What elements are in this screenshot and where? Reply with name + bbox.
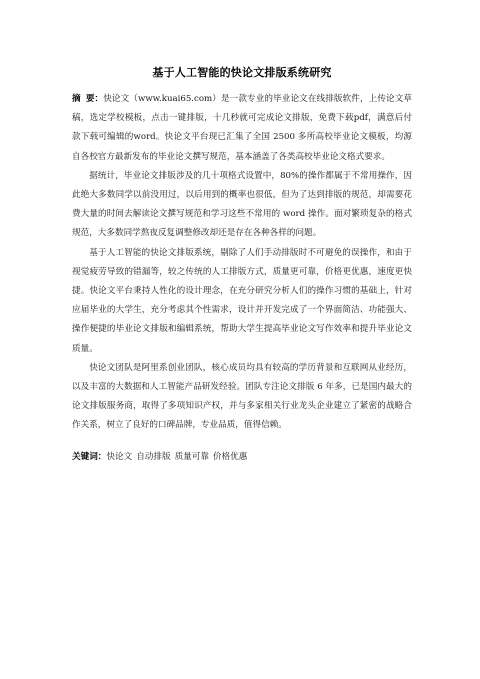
keywords-label: 关键词： [72, 451, 107, 462]
keyword-item: 价格优惠 [212, 451, 248, 462]
body-paragraph-team: 快论文团队是阿里系创业团队，核心成员均具有较高的学历背景和互联网从业经历，以及丰富的大数据和人工智能产品研发经验。团队专注论文排版 6 年多，已是国内最大的论文排版服务商，取得了多项知识产权，并与多家相关行业龙头企业建立了紧密的战略合作关系，树立了良好的口碑品牌，专业品质，值得信赖。 [72, 362, 412, 431]
document-title: 基于人工智能的快论文排版系统研究 [152, 66, 332, 79]
keywords-line [72, 448, 412, 467]
abstract-text: 快论文（www.kuai65.com）是一款专业的毕业论文在线排版软件，上传论文草稿，选定学校模板，点击一键排版，十几秒就可完成论文排版，免费下载pdf，满意后付款下载可编辑的word。快论文平台现已汇集了全国 2500 多所高校毕业论文模板，均源自各校官方最新发布的毕业论文撰写规范，基本涵盖了各类高校毕业论文格式要求。 [72, 94, 412, 162]
body-paragraph-system: 基于人工智能的快论文排版系统，剔除了人们手动排版时不可避免的误操作，和由于视觉疲劳导致的错漏等，较之传统的人工排版方式，质量更可靠，价格更优惠，速度更快捷。快论文平台秉持人性化的设计理念，在充分研究分析人们的操作习惯的基础上，针对应届毕业的大学生，充分考虑其个性需求，设计并开发完成了一个界面简洁、功能强大、操作便捷的毕业论文排版和编辑系统，帮助大学生提高毕业论文写作效率和提升毕业论文质量。 [72, 247, 412, 354]
abstract-paragraph [72, 90, 412, 167]
keyword-item: 自动排版 [136, 451, 171, 462]
keyword-item: 快论文 [106, 451, 133, 462]
abstract-label-suffix: 要： [85, 94, 104, 104]
keyword-item: 质量可靠 [174, 451, 209, 462]
body-paragraph-statistics: 据统计，毕业论文排版涉及的几十项格式设置中，80%的操作都属于不常用操作，因此绝大多数同学以前没用过，以后用到的概率也很低，但为了达到排版的规范，却需要花费大量的时间去解读论文撰写规范和学习这些不常用的 word 操作。面对繁琐复杂的格式规范，大多数同学熬夜反复调整修改却还是存在各种各样的问题。 [72, 170, 412, 239]
abstract-label: 摘 [72, 94, 86, 104]
